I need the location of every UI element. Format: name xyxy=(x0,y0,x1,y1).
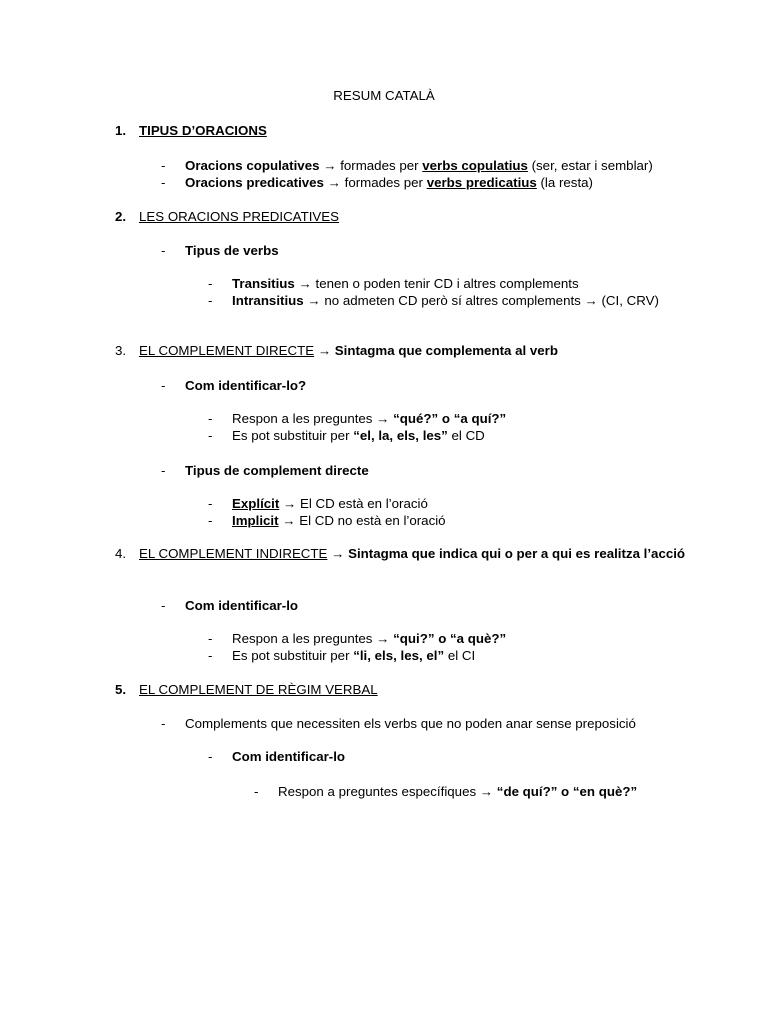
section-title: LES ORACIONS PREDICATIVES xyxy=(139,209,339,224)
section-number: 5. xyxy=(115,682,127,697)
section-title: TIPUS D’ORACIONS xyxy=(139,123,267,138)
document-title: RESUM CATALÀ xyxy=(333,88,435,103)
section-title: EL COMPLEMENT DE RÈGIM VERBAL xyxy=(139,682,378,697)
document-page: RESUM CATALÀ 1. TIPUS D’ORACIONS - Oracions copulatives → formades per verbs copulatius (ser, estar i semblar) - Oracions predicatives → formades per verbs predicatius (la resta) 2. LES ORACIONS PREDICATIVES - Tipus de verbs - Transitius → tenen o poden tenir CD i altres complements - Intransitius → no admeten CD però sí altres complements → (CI, CRV) 3. EL COMPLEMENT DIRECTE → Sintagma que complementa al verb - Com identificar-lo? - Respon a les preguntes → “qué?” o “a quí?” - Es pot substituir per “el, la, els, les” el CD - Tipus de complement directe - Explícit → El CD està en l’oració - Implicit → El CD no està en l’oració 4. EL COMPLEMENT INDIRECTE → Sintagma que indica qui o per a qui es realitza l’acció - Com identificar-lo - Respon a les preguntes → “qui?” o “a què?” - Es pot substituir per “li, els, les, el” el CI 5. EL COMPLEMENT DE RÈGIM VERBAL - Complements que necessiten els verbs que no poden anar sense preposició - Com identificar-lo - Respon a preguntes específiques → “de quí?” o “en què?” xyxy=(0,0,768,1024)
section-number: 3. xyxy=(115,343,127,358)
section-4-heading: 4. EL COMPLEMENT INDIRECTE → Sintagma que indica qui o per a qui es realitza l’acció xyxy=(115,546,686,561)
section-number: 4. xyxy=(115,546,127,561)
section-2-heading xyxy=(115,208,675,225)
section-5-heading xyxy=(115,681,675,698)
section-title: EL COMPLEMENT INDIRECTE xyxy=(139,546,328,561)
section-title: EL COMPLEMENT DIRECTE xyxy=(139,343,315,358)
section-3-heading: 3. EL COMPLEMENT DIRECTE → Sintagma que complementa al verb xyxy=(115,343,558,358)
section-number: 2. xyxy=(115,209,127,224)
section-number: 1. xyxy=(115,123,127,138)
section-1-heading xyxy=(115,122,675,139)
